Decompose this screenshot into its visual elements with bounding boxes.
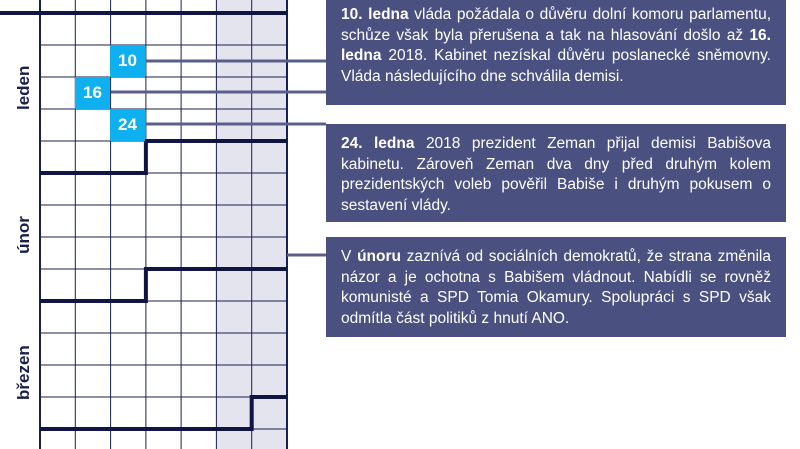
note-text: 2018. Kabinet nezískal důvěru poslanecké sněmovny. Vláda následujícího dne schválila demisi. bbox=[341, 47, 771, 85]
month-label-brezen: březen bbox=[14, 345, 33, 400]
day-10-highlight: 10 bbox=[110, 45, 145, 77]
month-label-unor: únor bbox=[14, 216, 33, 254]
note-text: zaznívá od sociálních demokratů, že strana změnila názor a je ochotna s Babišem vládnout. Nabídli se rovněž komunisté a SPD Tomia Okamury. Spolupráci s SPD však odmítla část politiků z hnutí ANO. bbox=[341, 248, 771, 327]
note-february bbox=[326, 237, 786, 337]
note-highlight-text: 16. ledna bbox=[341, 26, 771, 64]
note-january-resignation bbox=[326, 124, 786, 222]
day-16-highlight: 16 bbox=[75, 77, 110, 109]
month-boundary bbox=[40, 397, 287, 429]
note-text: 2018 prezident Zeman přijal demisi Babišova kabinetu. Zároveň Zeman dva dny před druhým kolem prezidentských voleb pověřil Babiše i druhým pokusem o sestavení vlády. bbox=[341, 135, 771, 214]
note-highlight-text: únoru bbox=[357, 248, 401, 265]
day-24-highlight: 24 bbox=[110, 109, 145, 141]
note-highlight-text: 10. ledna bbox=[341, 6, 409, 23]
month-label-leden: leden bbox=[14, 65, 33, 110]
note-text: vláda požádala o důvěru dolní komoru parlamentu, schůze však byla přerušena a tak na hlasování došlo až bbox=[341, 6, 771, 44]
note-highlight-text: 24. ledna bbox=[341, 135, 415, 152]
note-text: V bbox=[341, 248, 358, 265]
note-january-vote bbox=[326, 0, 786, 105]
